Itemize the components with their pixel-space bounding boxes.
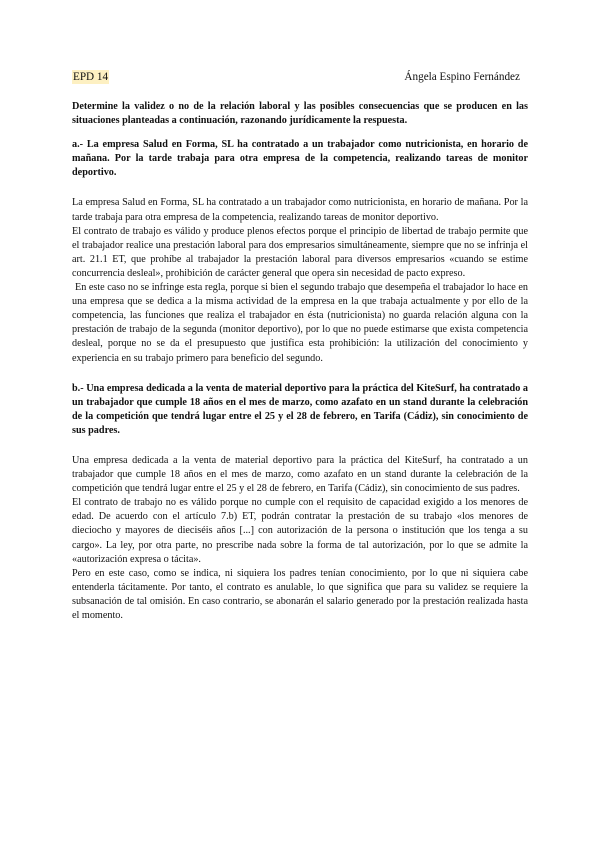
case-b-paragraph: Una empresa dedicada a la venta de material deportivo para la práctica del KiteSurf, ha contratado a un trabajador que cumple 18 años en el mes de marzo, como azafato en un stand durante la celebración de la competición que tendrá lugar entre el 25 y el 28 de febrero, en Tarifa (Cádiz), sin conocimiento de sus padres. [72,454,528,495]
document-code: EPD 14 [73,71,109,83]
case-b-paragraph: El contrato de trabajo no es válido porque no cumple con el requisito de capacidad exigido a los menores de edad. De acuerdo con el artículo 7.b) ET, podrán contratar la prestación de su trabajo «los menores de dieciocho y mayores de dieciséis años [...] con autorización de la persona o institución que los tenga a su cargo». La ley, por otra parte, no prescribe nada sobre la forma de tal autorización, por lo que se admite la «autorización expresa o tácita». [72,497,528,565]
case-a-paragraph: El contrato de trabajo es válido y produce plenos efectos porque el principio de libertad de trabajo permite que el trabajador realice una prestación laboral para dos empresarios simultáneamente, siempre que no se infrinja el art. 21.1 ET, que prohíbe al trabajador la prestación laboral para diversos empresarios «cuando se estime concurrencia desleal», prohibición de carácter general que opera sin necesidad de pacto expreso. [72,225,528,279]
case-a-title: a.- La empresa Salud en Forma, SL ha contratado a un trabajador como nutricionista, en horario de mañana. Por la tarde trabaja para otra empresa de la competencia, realizando tareas de monitor deportivo. [72,139,528,179]
document-body [72,100,528,623]
task-statement: Determine la validez o no de la relación laboral y las posibles consecuencias que se producen en las situaciones planteadas a continuación, razonando jurídicamente la respuesta. [72,101,528,127]
case-b-paragraph: Pero en este caso, como se indica, ni siquiera los padres tenían conocimiento, por lo que ni siquiera cabe entenderla tácitamente. Por tanto, el contrato es anulable, lo que significa que para su validez se requiere la subsanación de tal omisión. En caso contrario, se abonarán el salario generado por la prestación realizada hasta el momento. [72,567,528,621]
author-name: Ángela Espino Fernández [404,71,520,83]
case-a-paragraph: En este caso no se infringe esta regla, porque si bien el segundo trabajo que desempeña el trabajador lo hace en una empresa que se dedica a la misma actividad de la empresa en la que trabaja actualmente y por ello de la competencia, las funciones que realiza el trabajador en ésta (nutricionista) no guarda relación alguna con la prestación de trabajo de la segunda (monitor deportivo), por lo que no puede estimarse que exista competencia desleal, porque no se da el presupuesto que justifica esta prohibición: la utilización del conocimiento y experiencia en su trabajo primero para beneficio del segundo. [72,282,528,364]
case-b-title: b.- Una empresa dedicada a la venta de material deportivo para la práctica del KiteSurf, ha contratado a un trabajador que cumple 18 años en el mes de marzo, como azafato en un stand durante la celebración de la competición que tendrá lugar entre el 25 y el 28 de febrero, en Tarifa (Cádiz), sin conocimiento de sus padres. [72,382,528,436]
page-header [72,70,520,84]
case-a-paragraph: La empresa Salud en Forma, SL ha contratado a un trabajador como nutricionista, en horario de mañana. Por la tarde trabaja para otra empresa de la competencia, realizando tareas de monitor deportivo. [72,197,528,223]
